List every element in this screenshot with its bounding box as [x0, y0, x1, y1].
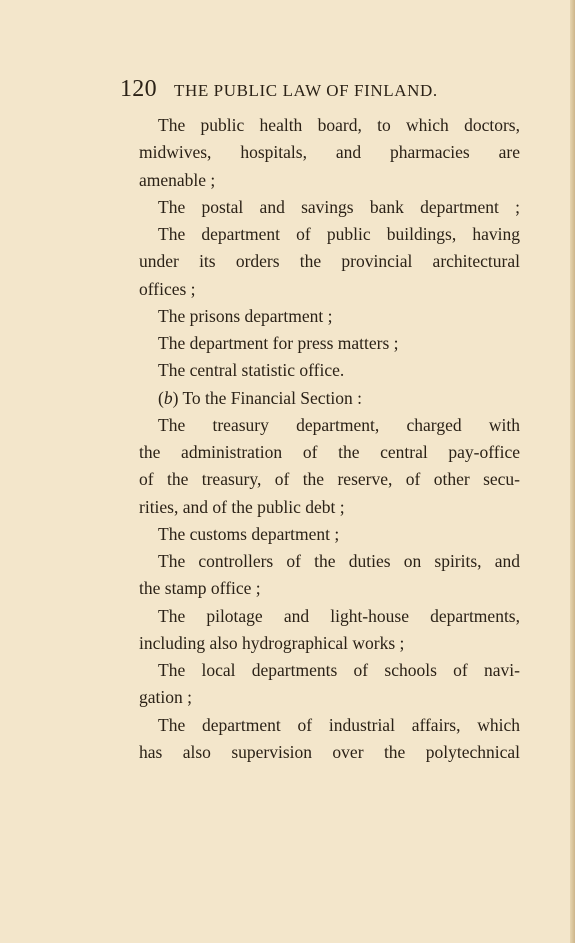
- text-line: offices ;: [139, 278, 196, 299]
- text-line: The treasury department, charged with: [158, 414, 520, 435]
- text-line: The controllers of the duties on spirits, and: [158, 551, 520, 571]
- text-line: including also hydrographical works ;: [139, 632, 405, 653]
- text-line: (b) To the Financial Section :: [158, 387, 363, 408]
- text-line: The public health board, to which doctors,: [158, 115, 520, 135]
- text-line: The customs department ;: [158, 523, 340, 544]
- text-line: rities, and of the public debt ;: [139, 496, 345, 517]
- body-text: [139, 112, 520, 766]
- text-line: The department for press matters ;: [158, 333, 399, 353]
- text-line: under its orders the provincial architectural: [139, 251, 520, 272]
- text-line: amenable ;: [139, 169, 216, 190]
- text-line: The central statistic office.: [158, 360, 345, 381]
- text-line: has also supervision over the polytechnical: [139, 741, 520, 762]
- text-line: The department of public buildings, having: [158, 224, 520, 244]
- text-line: The pilotage and light-house departments,: [158, 605, 520, 626]
- text-line: the administration of the central pay-office: [139, 442, 520, 462]
- page-edge: [570, 0, 575, 943]
- page-number: 120: [120, 76, 157, 102]
- running-title: THE PUBLIC LAW OF FINLAND.: [173, 81, 438, 100]
- text-line: midwives, hospitals, and pharmacies are: [139, 142, 520, 163]
- text-line: The local departments of schools of navi-: [158, 660, 520, 680]
- text-line: The postal and savings bank department ;: [158, 196, 520, 217]
- text-line: The prisons department ;: [158, 305, 333, 326]
- running-header: [120, 76, 520, 106]
- text-line: gation ;: [139, 687, 192, 708]
- text-line: of the treasury, of the reserve, of other secu-: [139, 469, 520, 490]
- text-line: the stamp office ;: [139, 578, 261, 599]
- text-line: The department of industrial affairs, which: [158, 714, 520, 735]
